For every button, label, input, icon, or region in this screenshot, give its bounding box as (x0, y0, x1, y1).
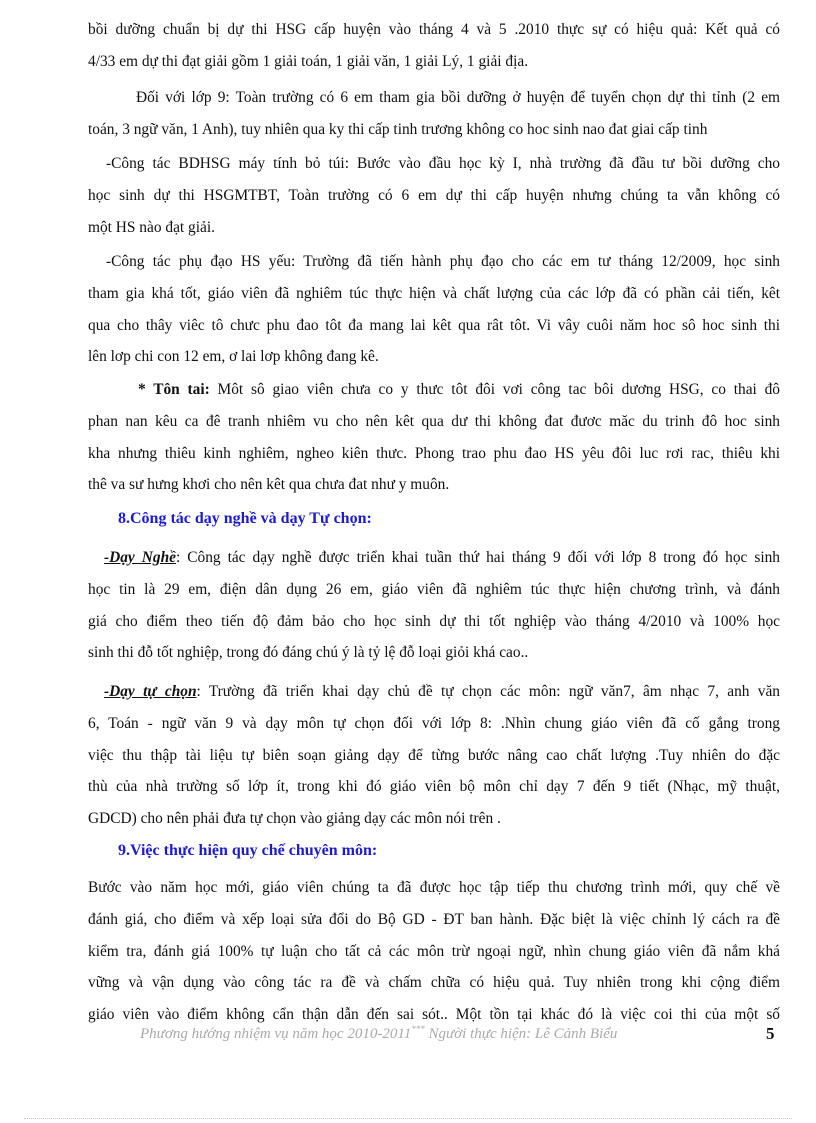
text-line: Đối với lớp 9: Toàn trường có 6 em tham gia bồi dưỡng ở huyện để tuyển chọn dự thi tỉnh (2 em (136, 89, 780, 106)
page-footer (140, 1024, 700, 1043)
text-line: giáo viên vào điểm không cẩn thận dẫn đến sai sót.. Một tồn tại khác đó là việc coi thi của một số (88, 1006, 780, 1024)
text-line: sinh thi đỗ tốt nghiệp, trong đó đáng chú ý là tỷ lệ đỗ loại giỏi khá cao.. (88, 644, 529, 662)
page-divider (24, 1118, 792, 1119)
section-heading-8: 8.Công tác dạy nghề và dạy Tự chọn: (118, 510, 372, 527)
text-line: giá cho điểm theo tiến độ đảm bảo cho học sinh dự thi tốt nghiệp vào tháng 4/2010 và 100% học (88, 612, 780, 630)
text-line: thê va sư hưng khơi cho nên kêt qua chưa đat như y muôn. (88, 476, 450, 494)
text-line: lên lơp chi con 12 em, ơ lai lơp không đang kê. (88, 348, 379, 366)
text-line: kiểm tra, đánh giá 100% tự luận cho tất cả các môn trừ ngoại ngữ, nhìn chung giáo viên đã nắm khá (88, 942, 780, 960)
text-line: Bước vào năm học mới, giáo viên chúng ta đã được học tập tiếp thu chương trình mới, quy chế về (88, 879, 780, 896)
text-line: một HS nào đạt giải. (88, 218, 215, 236)
paragraph-regulations (88, 872, 780, 1031)
text-line: qua cho thây viêc tô chưc phu đao tôt đa mang lai kêt qua rât tôt. Vi vây cuôi năm hoc sô hoc sinh thi (88, 316, 780, 334)
paragraph-tutoring (88, 246, 780, 373)
footer-title: Phương hướng nhiệm vụ năm học 2010-2011 (140, 1026, 412, 1042)
paragraph-calculator (88, 148, 780, 243)
paragraph-vocational (88, 542, 780, 669)
text-span: : Công tác dạy nghề được triển khai tuần thứ hai tháng 9 đối với lớp 8 trong đó học sinh (175, 549, 780, 566)
text-line: GDCD) cho nên phải đưa tự chọn vào giảng dạy các môn nói trên . (88, 810, 501, 828)
text-line: đánh giá, cho điểm và xếp loại sửa đổi do Bộ GD - ĐT ban hành. Đặc biệt là việc chỉnh lý cách ra đề (88, 910, 780, 928)
footer-stars: *** (411, 1024, 425, 1034)
page-number: 5 (766, 1024, 775, 1043)
text-line: 4/33 em dự thi đạt giải gồm 1 giải toán, 1 giải văn, 1 giải Lý, 1 giải địa. (88, 52, 529, 70)
text-span: : Trường đã triển khai dạy chủ đề tự chọn các môn: ngữ văn7, âm nhạc 7, anh văn (196, 683, 780, 700)
text-line: tham gia khá tốt, giáo viên đã nghiêm túc thực hiện và chất lượng của các lớp đã có phần cải tiến, kêt (88, 284, 780, 302)
text-line: toán, 3 ngữ văn, 1 Anh), tuy nhiên qua ky thi cấp tinh trương không co hoc sinh nao đat giai cấp tinh (88, 120, 708, 138)
text-line: -Công tác phụ đạo HS yếu: Trường đã tiến hành phụ đạo cho các em tư tháng 12/2009, học sinh (106, 253, 780, 270)
text-line: kha nhưng thiêu kinh nghiêm, ngheo kiên thưc. Phong trao phu đao HS yêu đôi luc rơi rac, thiêu khi (88, 444, 780, 462)
text-line (104, 542, 780, 574)
text-line: bồi dưỡng chuẩn bị dự thi HSG cấp huyện vào tháng 4 và 5 .2010 thực sự có hiệu quả: Kết quả có (88, 21, 780, 38)
text-line (104, 676, 780, 708)
text-line: phan nan kêu ca đê tranh nhiêm vu cho nên kêt qua dư thi không đat đươc măc du trinh đô hoc sinh (88, 412, 780, 430)
text-span: Môt sô giao viên chưa co y thưc tôt đôi vơi công tac bôi dương HSG, co thai đô (209, 381, 780, 398)
paragraph-shortcomings (88, 374, 780, 501)
text-line: thù của nhà trường số lớp ít, trong khi đó giáo viên bộ môn chỉ dạy 7 đến 9 tiết (Nhạc, mỹ thuật, (88, 778, 780, 796)
shortcomings-label: * Tôn tai: (138, 381, 210, 398)
paragraph-grade9 (88, 82, 780, 146)
text-line: việc thu thập tài liệu tự biên soạn giảng dạy để từng bước nâng cao chất lượng .Tuy nhiên do đặc (88, 746, 780, 764)
paragraph-hsg-district (88, 14, 780, 78)
text-line: vững và vận dụng vào công tác ra đề và chấm chữa có hiệu quả. Tuy nhiên trong khi cộng điểm (88, 974, 780, 992)
text-line: 6, Toán - ngữ văn 9 và dạy môn tự chọn đối với lớp 8: .Nhìn chung giáo viên đã cố gắng trong (88, 714, 780, 732)
text-line: học tin là 29 em, điện dân dụng 26 em, giáo viên đã nghiêm túc thực hiện chương trình, và đánh (88, 580, 780, 598)
elective-label: -Dạy tự chọn (104, 683, 197, 700)
vocational-label: -Dạy Nghề (104, 549, 176, 566)
section-heading-9: 9.Việc thực hiện quy chế chuyên môn: (118, 842, 378, 859)
text-line (138, 374, 780, 406)
paragraph-elective (88, 676, 780, 835)
footer-author: Người thực hiện: Lê Cảnh Biểu (424, 1026, 618, 1042)
text-line: -Công tác BDHSG máy tính bỏ túi: Bước vào đầu học kỳ I, nhà trường đã đầu tư bồi dưỡng cho (106, 155, 780, 172)
text-line: học sinh dự thi HSGMTBT, Toàn trường có 6 em dự thi cấp huyện nhưng chúng ta vẫn không có (88, 186, 780, 204)
